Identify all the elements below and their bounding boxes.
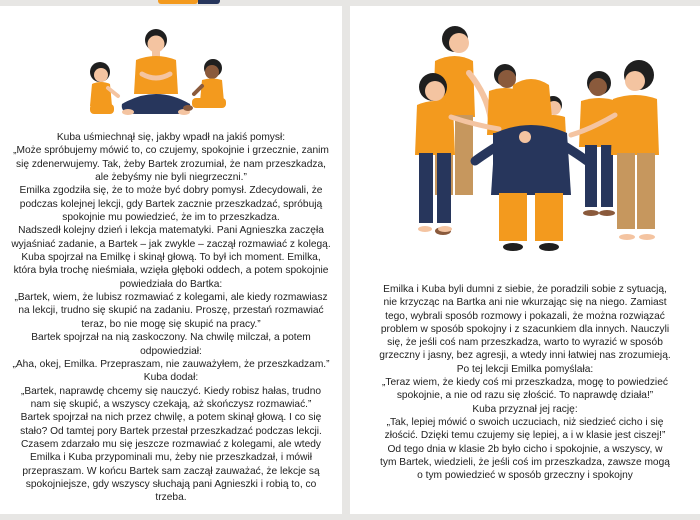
story-line: podczas kolejnej lekcji, gdy Bartek zacznie przeszkadzać, spróbują: [19, 198, 323, 210]
story-line: Po tej lekcji Emilka pomyślała:: [456, 363, 594, 375]
joined-hands: [519, 131, 531, 143]
story-line: wyjaśniać zadanie, a Bartek – jak zwykle – zaczął rozmawiać z kolegą.: [11, 238, 331, 250]
story-line: powiedziała do Bartka:: [119, 278, 223, 290]
story-line: się zdenerwujemy. Tak, żeby Bartek zrozumiał, że nam przeszkadza,: [16, 158, 326, 170]
story-line: ale żebyśmy nie byli niegrzeczni.”: [95, 172, 247, 184]
story-line: złościć. Dzięki temu czujemy się lepiej, a i w klasie jest ciszej!”: [384, 430, 666, 442]
story-line: teraz, bo nie mogę się skupić na pracy.”: [81, 318, 261, 330]
story-line: nie krzycząc na Bartka ani nie wkurzając się na niego. Zamiast: [383, 297, 667, 309]
story-line: „Teraz wiem, że kiedy coś mi przeszkadza, mogę to powiedzieć: [382, 377, 668, 389]
story-line: trzeba.: [155, 492, 187, 504]
story-line: Kuba przyznał jej rację:: [472, 403, 578, 415]
story-line: Od tego dnia w klasie 2b było cicho i spokojnie, a wszyscy, w: [387, 443, 663, 455]
story-line: Kuba spojrzał na Emilkę i skinął głową. To był ich moment. Emilka,: [21, 252, 321, 264]
story-text-right: [356, 283, 694, 482]
story-line: spokojnie, a nie od razu się złościć. To naprawdę działa!”: [396, 390, 654, 402]
story-line: która była trochę nieśmiała, wzięła głęboki oddech, a potem spokojnie: [13, 265, 329, 277]
story-line: tego, wybrali sposób rozmowy i pokazali, że można rozwiązać: [385, 310, 665, 322]
story-line: Bartek spojrzał na nią zaskoczony. Na chwilę milczał, a potem: [31, 332, 311, 344]
story-line: „Aha, okej, Emilka. Przepraszam, nie zauważyłem, że przeszkadzam.”: [12, 358, 330, 370]
story-line: „Bartek, naprawdę chcemy się nauczyć. Kiedy robisz hałas, trudno: [20, 385, 322, 397]
story-line: „Tak, lepiej mówić o swoich uczuciach, niż siedzieć cicho i się: [386, 416, 664, 428]
story-line: nam się skupić, a wszyscy czekają, aż skończysz rozmawiać.”: [30, 398, 312, 410]
adult-sitting-with-children-icon: [80, 22, 230, 132]
story-line: Bartek spojrzał na nich przez chwilę, a potem skinął głową. I co się: [20, 412, 322, 424]
child-left-figure: [90, 62, 118, 114]
group-joining-hands-icon: [395, 25, 665, 260]
story-line: spokojniejsze, gdy wszyscy słuchają pani Agnieszki i robią to, co: [25, 478, 317, 490]
story-line: Emilka i Kuba byli dumni z siebie, że poradzili sobie z sytuacją,: [383, 284, 667, 295]
story-line: spokojnie mu powiedzieć, że im to przeszkadza.: [62, 212, 280, 224]
story-line: na lekcji, trudno się skupić na zadaniu. Proszę, przestań rozmawiać: [18, 305, 324, 317]
top-accent-bar: [158, 0, 198, 4]
story-line: problem w sposób spokojny i z szacunkiem dla innych. Nauczyli: [380, 323, 670, 335]
story-line: grzeczny i jasny, bez agresji, a wtedy inni łatwiej nas zrozumieją.: [379, 350, 671, 362]
story-text-left: [6, 131, 336, 505]
story-line: Kuba uśmiechnął się, jakby wpadł na jakiś pomysł:: [56, 132, 286, 143]
child-right-figure: [183, 59, 226, 111]
top-accent-bar-navy: [198, 0, 220, 4]
story-line: stało? Od tamtej pory Bartek przestał przeszkadzać podczas lekcji.: [20, 425, 322, 437]
story-line: przepraszam. W końcu Bartek sam zaczął zauważać, że lekcje są: [22, 465, 320, 477]
story-line: „Może spróbujemy mówić to, co czujemy, spokojnie i grzecznie, zanim: [13, 145, 329, 157]
story-line: o tym powiedzieć w sposób grzeczny i spokojny: [417, 470, 633, 482]
story-line: Emilka i Kuba przypominali mu, żeby nie przeszkadzał, i mówił: [30, 452, 312, 464]
story-line: Czasem zdarzało mu się jeszcze rozmawiać z kolegami, ale wtedy: [20, 438, 322, 450]
story-line: Nadszedł kolejny dzień i lekcja matematyki. Pani Agnieszka zaczęła: [18, 225, 324, 237]
story-line: tym Bartek, wiedzieli, że jeśli coś im przeszkadza, zawsze mogą: [380, 456, 670, 468]
story-line: Kuba dodał:: [143, 372, 199, 384]
story-line: odpowiedział:: [140, 345, 202, 357]
adult-figure: [122, 29, 190, 115]
story-line: Emilka zgodziła się, że to może być dobry pomysł. Zdecydowali, że: [19, 185, 323, 197]
story-line: „Bartek, wiem, że lubisz rozmawiać z kolegami, ale kiedy rozmawiasz: [14, 292, 328, 304]
story-line: się, że jeśli coś nam przeszkadza, warto to wyrazić w sposób: [387, 337, 663, 349]
